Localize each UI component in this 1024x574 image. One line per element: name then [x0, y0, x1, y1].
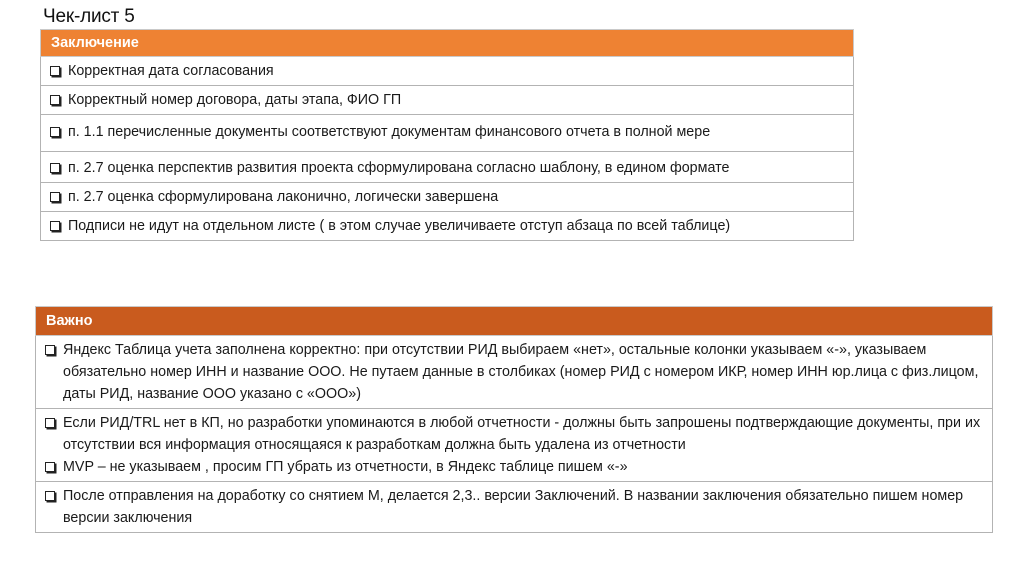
- checkbox-icon: [45, 418, 55, 428]
- important-notes-table: [35, 306, 993, 533]
- checkbox-icon: [45, 462, 55, 472]
- checklist-row: [41, 212, 854, 241]
- conclusion-checklist-table: [40, 29, 854, 241]
- checklist-row: [41, 86, 854, 115]
- checkbox-icon: [50, 66, 60, 76]
- checklist-item-text: п. 2.7 оценка сформулирована лаконично, логически завершена: [68, 189, 499, 205]
- checklist-row: [41, 115, 854, 152]
- note-item-text: Если РИД/TRL нет в КП, но разработки упоминаются в любой отчетности - должны быть запрошены подтверждающие документы, при их отсутствии вся информация относящаяся к разработкам должна быть удалена из отчетности: [63, 415, 981, 453]
- checklist-row: [41, 57, 854, 86]
- checkbox-icon: [45, 491, 55, 501]
- checkbox-icon: [50, 95, 60, 105]
- note-row: [36, 482, 993, 533]
- note-item-text: Яндекс Таблица учета заполнена корректно: при отсутствии РИД выбираем «нет», остальные колонки указываем «-», указываем обязательно номер ИНН и название ООО. Не путаем данные в столбиках (номер РИД с номером ИКР, номер ИНН юр.лица с физ.лицом, даты РИД, название ООО указано с «ООО»): [63, 342, 979, 402]
- checkbox-icon: [50, 192, 60, 202]
- note-item-text: После отправления на доработку со снятием М, делается 2,3.. версии Заключений. В названии заключения обязательно пишем номер версии заключения: [63, 488, 964, 526]
- checklist-row: [41, 152, 854, 183]
- note-row: [36, 336, 993, 409]
- checkbox-icon: [50, 163, 60, 173]
- checkbox-icon: [50, 221, 60, 231]
- checklist-item-text: Корректный номер договора, даты этапа, ФИО ГП: [68, 92, 402, 108]
- checklist-item-text: Подписи не идут на отдельном листе ( в этом случае увеличиваете отступ абзаца по всей таблице): [68, 218, 731, 234]
- note-row: [36, 409, 993, 482]
- conclusion-header: Заключение: [41, 30, 854, 57]
- checkbox-icon: [50, 127, 60, 137]
- important-header: Важно: [36, 307, 993, 336]
- checklist-item-text: п. 1.1 перечисленные документы соответствуют документам финансового отчета в полной мере: [68, 124, 711, 140]
- note-item-text: MVP – не указываем , просим ГП убрать из отчетности, в Яндекс таблице пишем «-»: [63, 459, 628, 475]
- page-title: Чек-лист 5: [43, 6, 135, 27]
- checklist-item-text: п. 2.7 оценка перспектив развития проекта сформулирована согласно шаблону, в едином формате: [68, 160, 730, 176]
- checkbox-icon: [45, 345, 55, 355]
- checklist-item-text: Корректная дата согласования: [68, 63, 274, 79]
- checklist-row: [41, 183, 854, 212]
